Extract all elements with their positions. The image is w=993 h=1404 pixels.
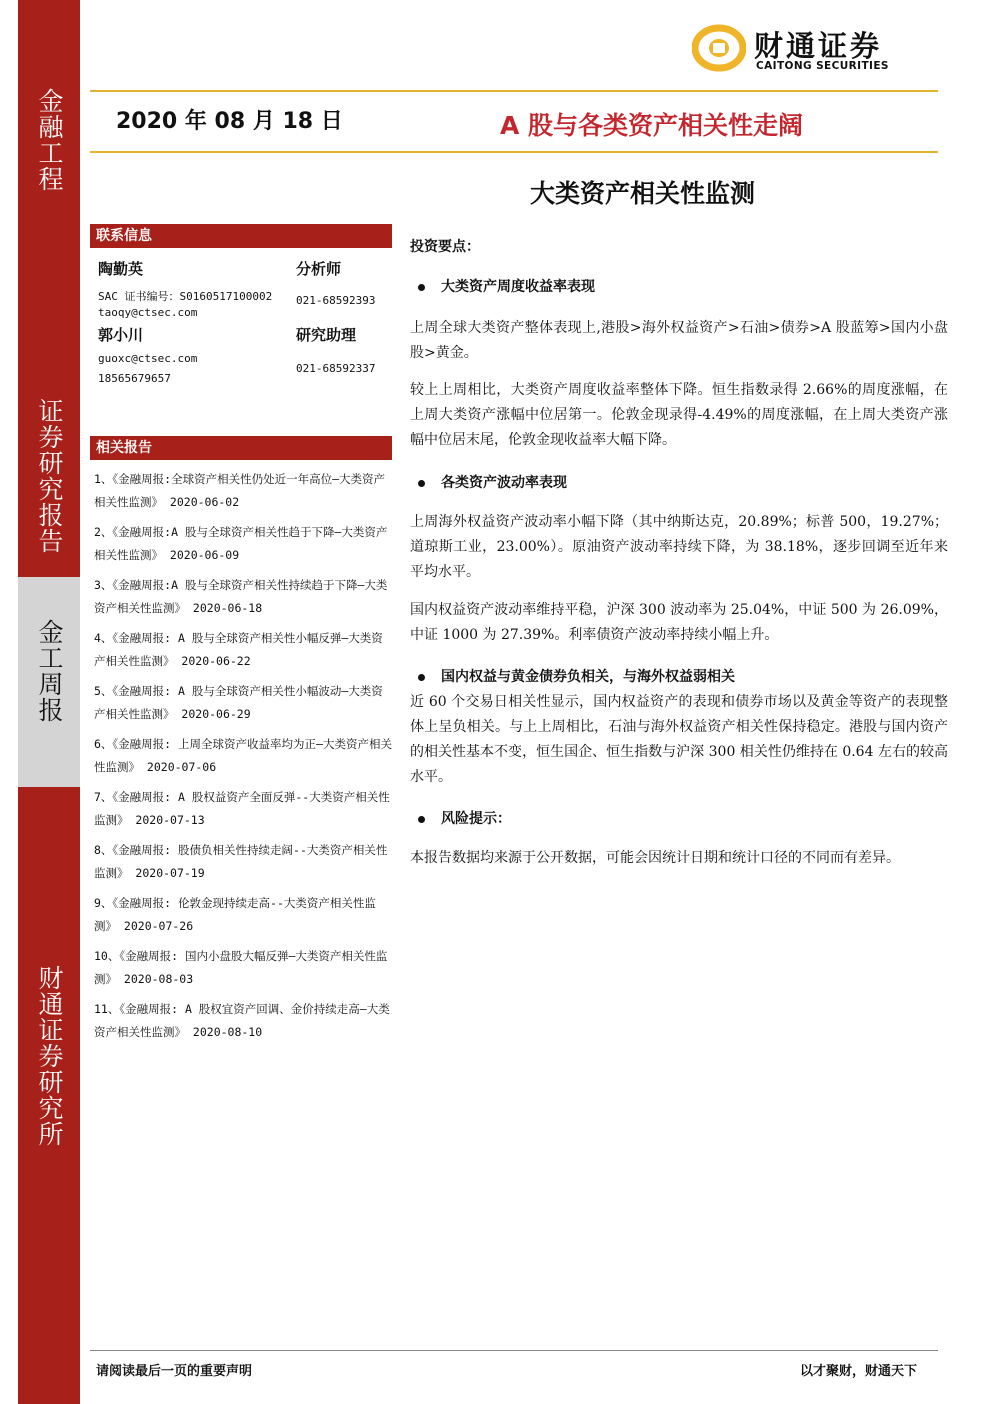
bullet-correlation-label: 国内权益与黄金债券负相关，与海外权益弱相关 <box>441 669 735 685</box>
analyst-name: 陶勤英 <box>98 260 144 278</box>
logo-text-cn: 财通证券 <box>754 29 883 63</box>
assistant-role: 研究助理 <box>296 326 357 344</box>
list-item[interactable]: 6、《金融周报: 上周全球资产收益率均为正—大类资产相关性监测》 2020-07-06 <box>94 737 392 774</box>
bullet-volatility-label: 各类资产波动率表现 <box>441 475 567 491</box>
bullet-returns <box>418 276 595 296</box>
sidebar-block-institute <box>18 787 80 1404</box>
bullet-dot-icon <box>418 284 425 291</box>
bullet-risk <box>418 808 511 828</box>
left-column <box>90 224 392 1051</box>
sidebar-block-weekly <box>18 577 80 787</box>
sidebar-block-dept <box>18 0 80 380</box>
headline-divider <box>90 151 938 153</box>
assistant-phone: 021-68592337 <box>296 362 376 375</box>
assistant-email[interactable]: guoxc@ctsec.com <box>98 352 198 365</box>
paragraph-volatility-domestic: 国内权益资产波动率维持平稳，沪深 300 波动率为 25.04%，中证 500 为 26.09%，中证 1000 为 27.39%。利率债资产波动率持续小幅上升。 <box>410 602 948 643</box>
company-logo <box>692 20 932 80</box>
footer-disclaimer: 请阅读最后一页的重要声明 <box>96 1364 253 1379</box>
list-item[interactable]: 5、《金融周报: A 股与全球资产相关性小幅波动—大类资产相关性监测》 2020-06-29 <box>94 684 383 721</box>
report-headline: A 股与各类资产相关性走阔 <box>500 111 804 140</box>
footer-divider <box>90 1350 938 1351</box>
list-item[interactable]: 9、《金融周报: 伦敦金现持续走高--大类资产相关性监测》 2020-07-26 <box>94 896 376 933</box>
header-divider <box>90 90 938 92</box>
sidebar-label-dept: 金融工程 <box>35 88 64 192</box>
list-item[interactable]: 1、《金融周报:全球资产相关性仍处近一年高位—大类资产相关性监测》 2020-06-02 <box>94 472 386 509</box>
list-item[interactable]: 4、《金融周报: A 股与全球资产相关性小幅反弹—大类资产相关性监测》 2020-06-22 <box>94 631 383 668</box>
sidebar-label-type: 证券研究报告 <box>35 398 64 554</box>
analyst-role: 分析师 <box>296 260 342 278</box>
paragraph-volatility-overseas: 上周海外权益资产波动率小幅下降（其中纳斯达克，20.89%；标普 500，19.27%；道琼斯工业，23.00%）。原油资产波动率持续下降，为 38.18%，逐步回调至近年来平均水平。 <box>410 514 948 580</box>
list-item[interactable]: 2、《金融周报:A 股与全球资产相关性趋于下降—大类资产相关性监测》 2020-06-09 <box>94 525 388 562</box>
report-subtitle: 大类资产相关性监测 <box>530 179 756 208</box>
analyst-phone: 021-68592393 <box>296 294 376 307</box>
related-section-title: 相关报告 <box>90 436 392 460</box>
bullet-returns-label: 大类资产周度收益率表现 <box>441 279 595 295</box>
contact-block <box>90 248 392 408</box>
logo-text-en: CAITONG SECURITIES <box>756 60 889 72</box>
key-points-title: 投资要点： <box>410 239 480 255</box>
analyst-email[interactable]: taoqy@ctsec.com <box>98 306 198 319</box>
list-item[interactable]: 7、《金融周报: A 股权益资产全面反弹--大类资产相关性监测》 2020-07-13 <box>94 790 390 827</box>
caitong-logo-icon <box>692 22 746 74</box>
bullet-correlation <box>418 666 735 686</box>
related-reports-list <box>90 460 392 1044</box>
assistant-mobile: 18565679657 <box>98 372 171 385</box>
paragraph-correlation: 近 60 个交易日相关性显示，国内权益资产的表现和债券市场以及黄金等资产的表现整体上呈负相关。与上上周相比，石油与海外权益资产相关性保持稳定。港股与国内资产的相关性基本不变，恒生国企、恒生指数与沪深 300 相关性仍维持在 0.64 左右的较高水平。 <box>410 694 948 785</box>
sidebar-label-institute: 财通证券研究所 <box>35 965 64 1147</box>
contact-section-title: 联系信息 <box>90 224 392 248</box>
sidebar-block-type <box>18 380 80 577</box>
bullet-risk-label: 风险提示： <box>441 811 511 827</box>
footer-slogan: 以才聚财，财通天下 <box>800 1364 918 1379</box>
sidebar <box>18 0 80 1404</box>
sidebar-label-weekly: 金工周报 <box>35 619 64 723</box>
paragraph-risk: 本报告数据均来源于公开数据，可能会因统计日期和统计口径的不同而有差异。 <box>410 850 900 866</box>
analyst-sac: SAC 证书编号：S0160517100002 <box>98 290 273 303</box>
bullet-dot-icon <box>418 816 425 823</box>
bullet-dot-icon <box>418 480 425 487</box>
list-item[interactable]: 11、《金融周报: A 股权宜资产回调、金价持续走高—大类资产相关性监测》 2020-08-10 <box>94 1002 390 1039</box>
spacer <box>90 408 392 436</box>
report-date: 2020 年 08 月 18 日 <box>116 109 343 134</box>
list-item[interactable]: 3、《金融周报:A 股与全球资产相关性持续趋于下降—大类资产相关性监测》 2020-06-18 <box>94 578 388 615</box>
list-item[interactable]: 8、《金融周报: 股债负相关性持续走阔--大类资产相关性监测》 2020-07-19 <box>94 843 388 880</box>
list-item[interactable]: 10、《金融周报: 国内小盘股大幅反弹—大类资产相关性监测》 2020-08-03 <box>94 949 388 986</box>
paragraph-returns-change: 较上上周相比，大类资产周度收益率整体下降。恒生指数录得 2.66%的周度涨幅，在上周大类资产涨幅中位居第一。伦敦金现录得-4.49%的周度涨幅，在上周大类资产涨幅中位居末尾，伦敦金现收益率大幅下降。 <box>410 382 948 448</box>
bullet-volatility <box>418 472 567 492</box>
bullet-dot-icon <box>418 674 425 681</box>
paragraph-returns-ranking: 上周全球大类资产整体表现上,港股>海外权益资产>石油>债券>A 股蓝筹>国内小盘股>黄金。 <box>410 320 948 361</box>
assistant-name: 郭小川 <box>98 326 144 344</box>
